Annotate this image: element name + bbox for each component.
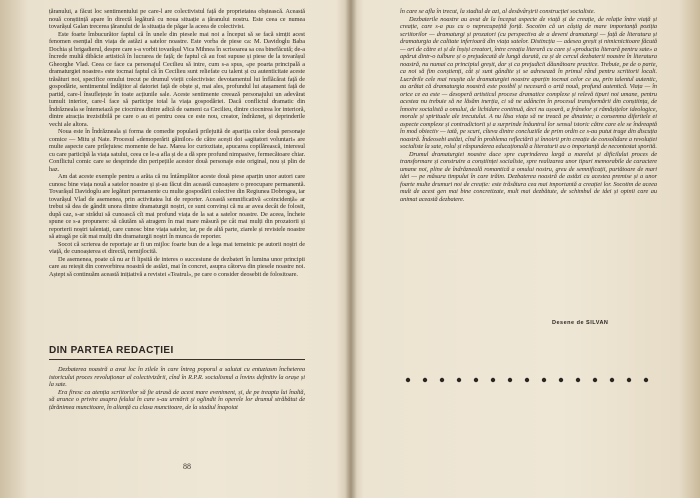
page-number: 88 (183, 462, 191, 471)
ornament-dot (423, 378, 427, 382)
left-page (0, 0, 348, 498)
paragraph: Noua este în Îndrăzneala și forma de comedie populară prilejuită de apariția celor două personaje comice — Mitu și Nate. Procesul «demoperării găinilor» de către acești doi «agitatori voluntari» are multe aspecte care prilejuiesc momente de haz. Marea lor curiozitate, apucarea copilărească, interesul cu care participă la viața satului, ceea ce le-a afla și de a dă spre profund nimpasive, fermecătoare chiar. Conflictul comic care se desprinde din peripețiile acestor două personaje este original, nou și plin de haz. (49, 128, 305, 173)
right-page-article-text (400, 8, 657, 203)
ornament-dot (440, 378, 444, 382)
ornament-dot (610, 378, 614, 382)
paragraph: De asemenea, poate că nu ar fi lipsită de interes o succesiune de dezbateri în lumina unor principii care au reieșit din convorbirea noastră de astăzi, mai în concret, asupra câtorva din piesele noastre noi. Aștept să continuăm această inițiativă a revistei «Teatrul», pe care o consider deosebit de folositoare. (49, 255, 305, 278)
ornament-dot (644, 378, 648, 382)
paragraph: Dezbaterile noastre au avut de la început aspecte de viață și de creație, de relație între viață și creație, care s-a pus cu o neprecupețită forță. Socotim că un câștig de mare importanță poziția scriitorilor — dramaturgi și prozatori (cu perspectiva de a deveni dramaturgi — față de literatura și dramaturgia de calitate inferioară din viața satelor. Distincția — adesea greșit și nimicnicitoare făcută — ori de către ei și de înșiși creatori, între creația literară cu care și «producția literară pentru sate» a apărut dintr-o tulbure și o prejudecată de lungă durată, ca și de cercul dezbaterii noastre în literatura noastră, nu numai ca principiul greșit, dar și ca prejudicii dăunătoare practice. Trebuie, pe de o parte, ca noi să fim conștienți, cât și sunt gândite și se adresează în primul rând pentru scriitorii locali. Lucrările cele mai reușite ale dramaturgiei noastre aparțin tocmai celor ce au, prin talentul autentic, au arătat că dramaturgia noastră este posibil și necesară o artă nouă, profund autentică. Viața — în orice ce ea este — desoperă artisticul procese dramatice complexe și relevă tipuri noi umane, pentru acestea nu trebuie să ne lăsăm inerția, ci să ne adâncim în procesul transformării din conștiința, de înnoire socialistă a omului, de lichidare continuă, deci nu ușoară, a frânelor și rămășițelor ideologice, morale și spirituale ale trecutului. A nu lăsa viața să ne treacă pe dinainte; a consemna diferitele ei aspecte complexe și contradictorii și a surprinde înăuntrul lor sensul istoric către care ele se îndreaptă în mod obiectiv — iată, pe scurt, cîteva dintre concluziile de prim ordin ce s-au putut trage din discuția noastră. Îndeosebi astăzi, cînd în problema reflectării și înnoirii prin creație de consolidare a revoluției socialiste la sate, rolul și răspunderea educațională a literaturii au o importanță de necontestat sporită. (400, 15, 657, 150)
ornament-dot (525, 378, 529, 382)
paragraph: Am dat aceste exemple pentru a arăta că nu întâmplător aceste două piese aparțin unor autori care cunosc bine viața nouă a satelor noastre și și-au făcut din această cunoaștere o preocupare permanentă. Tovarășul Davidoglu are legături permanente cu multe gospodării colective din Regiunea Dobrogea, iar tovarășul Vlad de asemenea, prin activitatea lui de reporter. Această semnificativă «coincidență» ar trebui să dea de gândit unora dintre dramaturgii noștri, ce sunt convinși că nu ar avea decât de folosit, după caz, s-ar strădui să cunoască cît mai profund viața de la sat a satelor noastre. De aceea, încheie spune ce s-a propunere: să căutăm să atragem în mai mare măsură pe cât mai mulți din prozatorii și reporterii noștri talentați, care cunosc bine viața satelor, iar, pe de altă parte, ziarele și revistele noastre să atragă pe cât mai mulți din dramaturgii noștri în munca de reporter. (49, 173, 305, 240)
ornament-dot (559, 378, 563, 382)
ornament-dot (627, 378, 631, 382)
ornament-dot (457, 378, 461, 382)
paragraph: Socot că scrierea de reportaje ar fi un mijloc foarte bun de a lega mai temeinic pe autorii noștri de viață, de cunoașterea ei directă, nemijlocită. (49, 240, 305, 255)
section-heading-text: DIN PARTEA REDACȚIEI (49, 345, 174, 356)
ornament-dot (542, 378, 546, 382)
paragraph: Este foarte îmbucurător faptul că în unele din piesele mai noi a început să se facă simțit acest fenomen esențial din viața de astăzi a satelor noastre. Este vorba de piese ca: M. Davidoglu Baba Dochia și brigadierul, despre care s-a vorbit tovarășul Vica Mihnea în scrisoarea sa cea binefăcută; de-a încrede multă dibăcie artistică în lucrarea de față; de faptul că au fost supuse și piese de la tovarășul Gheorghe Vlad. Ceea ce face ca personajul Cecilieu să intre, cum s-a spus, «pe poarta principală a dramaturgiei noastre» este tocmai faptul că în Cecilieu sunt reliefate cu talent și cu autenticitate aceste trăsături noi, specifice omului trecut pe drumul vieții colectiviste: devotamentul lui înflăcărat față de gospodărie, sentimentul îndăjitor al datoriei față de obște și, mai ales, profundul lui atașament față de partid, care-l însuflețește în toate acțiunile sale. Aceste sentimente creează personajului un adevărat tumult interior, care-l face să participe total la viața gospodăriei. Dacă conflictul dramatic din Îndrăzneala se întemeiază pe ciocnirea dintre adică de oameni ca Cecilieu, dintre ciocnirea lor interioră, dintre atracția irezistibilă pe care o au ei pentru ceea ce este nou, creator, îndrăzneț, și deprinderile vechi ale altora. (49, 30, 305, 128)
paragraph: Dezbaterea noastră a avut loc în zilele în care întreg poporul a salutat cu entuziasm încheierea istoricului proces revoluționar al colectivizării, cînd în R.P.R. socialismul a învins definitiv la orașe și la sate. (49, 366, 305, 388)
decorative-dot-row (404, 376, 654, 384)
paragraph: în care se afla în trecut, la stadiul de azi, al desăvârșirii construcției socialiste. (400, 8, 595, 15)
section-heading (49, 345, 305, 356)
ornament-dot (474, 378, 478, 382)
paragraph: Era firesc ca atenția scriitorilor să fie atrasă de acest mare eveniment, și, de pe treapta lui înaltă, să arunce o privire asupra felului în care s-au urmărit și oglindit în operele lor drumul străbătut de țărănimea muncitoare, în alianță cu clasa muncitoare, de la stadiul înapoiat (49, 388, 305, 411)
ornament-dot (406, 378, 410, 382)
paragraph: țăranului, a făcut loc sentimentului pe care-l are colectivistul față de proprietatea obștească. Această nouă conștiință apare în directă legătură cu noua situație a țăranului nostru. Este ceea ce numea tovarășul Galan trecerea țăranului de la situația de păgar la aceea de colectivist. (49, 8, 305, 30)
ornament-dot (508, 378, 512, 382)
ornament-dot (593, 378, 597, 382)
ornament-dot (491, 378, 495, 382)
section-heading-rule (49, 359, 305, 360)
editorial-note-text (49, 366, 305, 411)
right-page (352, 0, 700, 498)
left-page-article-text (49, 8, 305, 278)
ornament-dot (576, 378, 580, 382)
paragraph: Drumul dramaturgiei noastre duce spre cuprinderea largă a marelui și dificilului proces de transformare și construire a conștiinței socialiste, spre realizarea unor tipuri memorabile de caractere umane noi, pline de îndrăzneală romantică a omului nostru, greu de semnificații, purtătoare de mari idei — pe măsura timpului în care trăim. Dezbaterea noastră de astăzi cu acestea premise și a unor foarte multe drumuri noi de creație: este trăsătura cea mai importantă a creației lor. Socotim de aceea mult de acest gen mai bine concretizate, mult mai dezbătute, de schimbul de idei și opinii care au animat această dezbatere. (400, 150, 657, 203)
illustration-credit: Desene de SILVAN (552, 320, 609, 326)
